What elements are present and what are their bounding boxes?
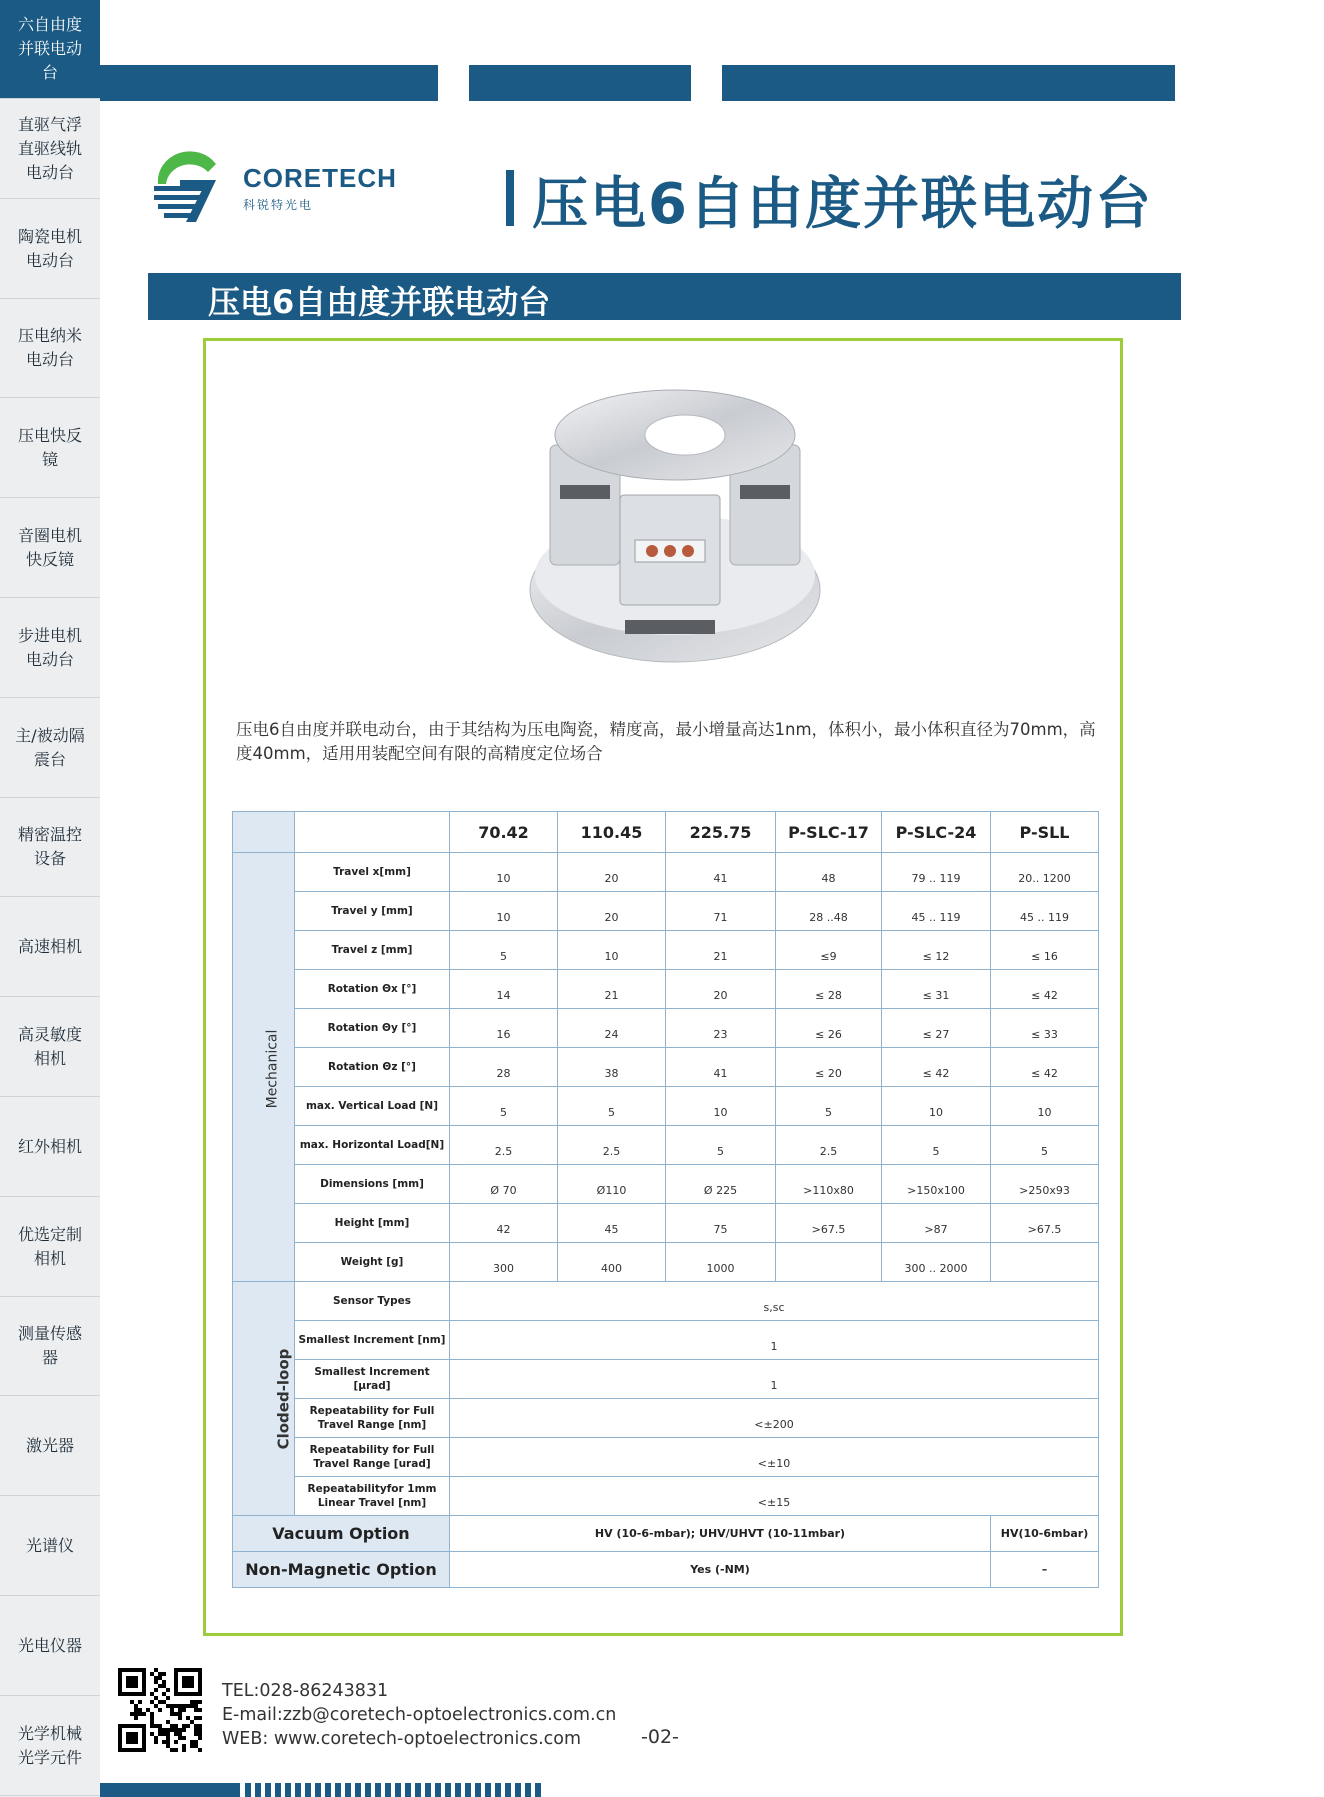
- param-label: Repeatabilityfor 1mm Linear Travel [nm]: [295, 1477, 450, 1516]
- contact-tel: TEL:028-86243831: [222, 1681, 389, 1701]
- sidebar-item[interactable]: [0, 898, 100, 997]
- param-label: Smallest Increment [μrad]: [295, 1360, 450, 1399]
- value-cell: <±10: [450, 1438, 1099, 1477]
- value-cell: 5: [450, 931, 558, 970]
- column-header: P-SLL: [991, 812, 1099, 853]
- value-cell: 5: [882, 1126, 991, 1165]
- sidebar-item-label: 音圈电机快反镜: [17, 526, 82, 569]
- sidebar-item[interactable]: [0, 200, 100, 299]
- sidebar-item[interactable]: [0, 299, 100, 398]
- value-cell: Ø 70: [450, 1165, 558, 1204]
- param-label: Smallest Increment [nm]: [295, 1321, 450, 1360]
- value-cell: ≤ 28: [776, 970, 882, 1009]
- value-cell: 24: [558, 1009, 666, 1048]
- top-bar-1: [100, 65, 438, 101]
- value-cell: 14: [450, 970, 558, 1009]
- value-cell: 1: [450, 1321, 1099, 1360]
- table-row: [233, 1321, 1099, 1360]
- sidebar-item[interactable]: [0, 0, 100, 99]
- sidebar-item-label: 光谱仪: [25, 1536, 74, 1555]
- value-cell: 300 .. 2000: [882, 1243, 991, 1282]
- value-cell: 38: [558, 1048, 666, 1087]
- value-cell: 5: [558, 1087, 666, 1126]
- value-cell: ≤9: [776, 931, 882, 970]
- param-label: Rotation Θy [°]: [295, 1009, 450, 1048]
- value-cell: 10: [666, 1087, 776, 1126]
- top-bar-2: [469, 65, 691, 101]
- group-label: Cloded-loop: [274, 1348, 293, 1450]
- column-header: 225.75: [666, 812, 776, 853]
- value-cell: 20: [558, 853, 666, 892]
- product-description: 压电6自由度并联电动台，由于其结构为压电陶瓷，精度高，最小增量高达1nm，体积小，最小体积直径为70mm，高度40mm，适用用装配空间有限的高精度定位场合: [236, 720, 1096, 763]
- value-cell: ≤ 16: [991, 931, 1099, 970]
- sidebar-item[interactable]: [0, 100, 100, 199]
- value-cell: 5: [666, 1126, 776, 1165]
- sidebar-item-label: 直驱气浮直驱线轨电动台: [17, 114, 82, 182]
- table-row: [233, 1477, 1099, 1516]
- value-cell: Ø 225: [666, 1165, 776, 1204]
- value-cell: 28 ..48: [776, 892, 882, 931]
- param-label: Height [mm]: [295, 1204, 450, 1243]
- top-bar-3: [722, 65, 1175, 101]
- sidebar-item[interactable]: [0, 599, 100, 698]
- value-cell: 48: [776, 853, 882, 892]
- sidebar-item[interactable]: [0, 798, 100, 897]
- table-row: [233, 931, 1099, 970]
- sidebar-item-label: 精密温控设备: [17, 825, 82, 869]
- qr-code-icon: [118, 1668, 202, 1752]
- value-cell: 10: [882, 1087, 991, 1126]
- sidebar-item[interactable]: [0, 1198, 100, 1297]
- table-row: [233, 1360, 1099, 1399]
- value-cell: ≤ 42: [882, 1048, 991, 1087]
- value-cell: 41: [666, 1048, 776, 1087]
- param-label: max. Horizontal Load[N]: [295, 1126, 450, 1165]
- table-row: [233, 853, 1099, 892]
- value-cell: ≤ 20: [776, 1048, 882, 1087]
- value-cell: <±200: [450, 1399, 1099, 1438]
- sidebar-item[interactable]: [0, 399, 100, 498]
- table-row: [233, 1399, 1099, 1438]
- value-cell: >67.5: [991, 1204, 1099, 1243]
- value-cell: 16: [450, 1009, 558, 1048]
- section-header: [148, 273, 1181, 320]
- value-cell: 21: [666, 931, 776, 970]
- option-value-last: –: [991, 1552, 1099, 1588]
- table-row: [233, 1438, 1099, 1477]
- param-label: Dimensions [mm]: [295, 1165, 450, 1204]
- value-cell: ≤ 26: [776, 1009, 882, 1048]
- sidebar-item[interactable]: [0, 1497, 100, 1596]
- column-header: 70.42: [450, 812, 558, 853]
- value-cell: 23: [666, 1009, 776, 1048]
- param-label: max. Vertical Load [N]: [295, 1087, 450, 1126]
- group-mechanical: [233, 853, 295, 1282]
- value-cell: 5: [450, 1087, 558, 1126]
- table-row: [233, 1009, 1099, 1048]
- value-cell: ≤ 42: [991, 1048, 1099, 1087]
- column-header: 110.45: [558, 812, 666, 853]
- sidebar-nav: [0, 0, 100, 1797]
- contact-email: E-mail:zzb@coretech-optoelectronics.com.cn: [222, 1705, 617, 1725]
- brand-subtitle: 科锐特光电: [243, 198, 314, 212]
- table-row: [233, 1204, 1099, 1243]
- sidebar-item-label: 压电纳米电动台: [17, 326, 82, 370]
- value-cell: 45 .. 119: [991, 892, 1099, 931]
- value-cell: 45: [558, 1204, 666, 1243]
- hexapod-stage-image: [510, 375, 840, 675]
- value-cell: 79 .. 119: [882, 853, 991, 892]
- value-cell: 20.. 1200: [991, 853, 1099, 892]
- value-cell: 5: [776, 1087, 882, 1126]
- value-cell: 10: [450, 892, 558, 931]
- sidebar-item-label: 优选定制相机: [17, 1224, 82, 1268]
- sidebar-item-label: 压电快反镜: [17, 426, 82, 470]
- sidebar-item-label: 光学机械光学元件: [17, 1723, 82, 1767]
- option-value-last: HV(10-6mbar): [991, 1516, 1099, 1552]
- value-cell: ≤ 27: [882, 1009, 991, 1048]
- option-value: Yes (-NM): [450, 1552, 991, 1588]
- sidebar-item-label: 主/被动隔震台: [15, 725, 85, 769]
- value-cell: 20: [666, 970, 776, 1009]
- value-cell: ≤ 42: [991, 970, 1099, 1009]
- param-label: Sensor Types: [295, 1282, 450, 1321]
- value-cell: 1000: [666, 1243, 776, 1282]
- param-label: Rotation Θx [°]: [295, 970, 450, 1009]
- option-row: [233, 1516, 1099, 1552]
- value-cell: 20: [558, 892, 666, 931]
- value-cell: 28: [450, 1048, 558, 1087]
- brand-name: CORETECH: [243, 163, 397, 193]
- table-row: [233, 1126, 1099, 1165]
- value-cell: [991, 1243, 1099, 1282]
- sidebar-item-label: 陶瓷电机电动台: [17, 226, 82, 270]
- param-label: Travel z [mm]: [295, 931, 450, 970]
- value-cell: 45 .. 119: [882, 892, 991, 931]
- value-cell: 1: [450, 1360, 1099, 1399]
- sidebar-item[interactable]: [0, 1098, 100, 1197]
- table-row: [233, 892, 1099, 931]
- value-cell: >67.5: [776, 1204, 882, 1243]
- option-label: Non-Magnetic Option: [233, 1552, 450, 1588]
- sidebar-item[interactable]: [0, 1697, 100, 1796]
- column-header: P-SLC-17: [776, 812, 882, 853]
- param-label: Travel x[mm]: [295, 853, 450, 892]
- table-header-row: [233, 812, 1099, 853]
- value-cell: 2.5: [450, 1126, 558, 1165]
- value-cell: 2.5: [776, 1126, 882, 1165]
- sidebar-item[interactable]: [0, 1297, 100, 1396]
- sidebar-item[interactable]: [0, 499, 100, 598]
- value-cell: >250x93: [991, 1165, 1099, 1204]
- value-cell: Ø110: [558, 1165, 666, 1204]
- param-label: Rotation Θz [°]: [295, 1048, 450, 1087]
- sidebar-item[interactable]: [0, 1397, 100, 1496]
- sidebar-item-label: 测量传感器: [17, 1324, 82, 1368]
- value-cell: 10: [991, 1087, 1099, 1126]
- sidebar-item-label: 高灵敏度相机: [17, 1025, 82, 1068]
- value-cell: 2.5: [558, 1126, 666, 1165]
- value-cell: ≤ 31: [882, 970, 991, 1009]
- page-number: -02-: [641, 1726, 679, 1748]
- sidebar-item[interactable]: [0, 1597, 100, 1696]
- value-cell: 75: [666, 1204, 776, 1243]
- value-cell: >87: [882, 1204, 991, 1243]
- option-label: Vacuum Option: [233, 1516, 450, 1552]
- value-cell: 42: [450, 1204, 558, 1243]
- group-closed-loop: [233, 1282, 295, 1516]
- section-title: 压电6自由度并联电动台: [208, 283, 551, 321]
- value-cell: 10: [450, 853, 558, 892]
- sidebar-item[interactable]: [0, 998, 100, 1097]
- table-row: [233, 1165, 1099, 1204]
- sidebar-item-label: 六自由度并联电动台: [17, 15, 82, 82]
- value-cell: ≤ 33: [991, 1009, 1099, 1048]
- param-label: Weight [g]: [295, 1243, 450, 1282]
- table-row: [233, 1243, 1099, 1282]
- option-row: [233, 1552, 1099, 1588]
- header-corner: [233, 812, 295, 853]
- value-cell: 300: [450, 1243, 558, 1282]
- value-cell: 5: [991, 1126, 1099, 1165]
- sidebar-item-label: 红外相机: [17, 1136, 82, 1156]
- table-row: [233, 1048, 1099, 1087]
- value-cell: >150x100: [882, 1165, 991, 1204]
- contact-web: WEB: www.coretech-optoelectronics.com: [222, 1729, 582, 1749]
- decorative-stripes: [100, 1783, 1324, 1797]
- param-label: Repeatability for Full Travel Range [urad]: [295, 1438, 450, 1477]
- group-label: Mechanical: [264, 1029, 281, 1108]
- value-cell: 21: [558, 970, 666, 1009]
- title-accent-bar: [506, 170, 514, 226]
- sidebar-item-label: 步进电机电动台: [17, 625, 82, 669]
- value-cell: s,sc: [450, 1282, 1099, 1321]
- sidebar-item-label: 光电仪器: [17, 1635, 82, 1655]
- value-cell: 41: [666, 853, 776, 892]
- header-param: [295, 812, 450, 853]
- value-cell: <±15: [450, 1477, 1099, 1516]
- table-row: [233, 970, 1099, 1009]
- option-value: HV (10-6-mbar); UHV/UHVT (10-11mbar): [450, 1516, 991, 1552]
- param-label: Travel y [mm]: [295, 892, 450, 931]
- column-header: P-SLC-24: [882, 812, 991, 853]
- spec-table: [232, 811, 1099, 1588]
- value-cell: 400: [558, 1243, 666, 1282]
- value-cell: 71: [666, 892, 776, 931]
- sidebar-item[interactable]: [0, 699, 100, 798]
- value-cell: [776, 1243, 882, 1282]
- value-cell: >110x80: [776, 1165, 882, 1204]
- value-cell: 10: [558, 931, 666, 970]
- value-cell: ≤ 12: [882, 931, 991, 970]
- sidebar-item-label: 激光器: [25, 1436, 74, 1456]
- sidebar-item-label: 高速相机: [17, 937, 82, 957]
- page-title: 压电6自由度并联电动台: [532, 172, 1153, 237]
- param-label: Repeatability for Full Travel Range [nm]: [295, 1399, 450, 1438]
- table-row: [233, 1087, 1099, 1126]
- table-row: [233, 1282, 1099, 1321]
